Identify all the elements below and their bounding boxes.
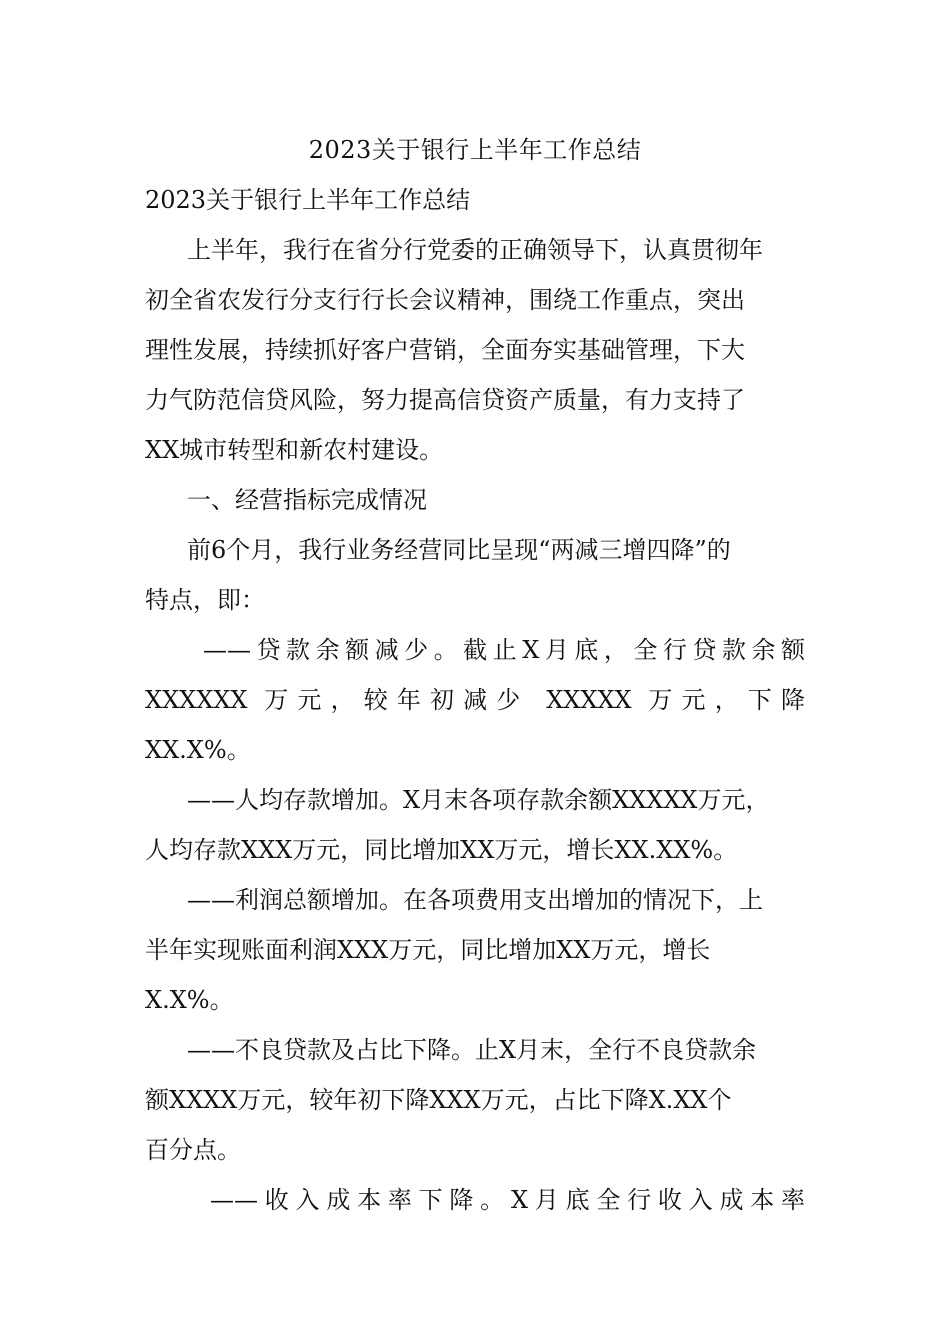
paragraph-line: ——不良贷款及占比下降。止X月末，全行不良贷款余 xyxy=(187,1036,757,1064)
paragraph-line: 上半年，我行在省分行党委的正确领导下，认真贯彻年 xyxy=(187,236,763,264)
paragraph-line: 百分点。 xyxy=(145,1136,241,1164)
paragraph-line: XXXXXX 万元，较年初减少 XXXXX 万元，下降 xyxy=(145,686,805,714)
document-title: 2023关于银行上半年工作总结 xyxy=(308,136,642,164)
paragraph-line: XX.X%。 xyxy=(145,736,251,764)
paragraph-line: ——贷款余额减少。截止X月底，全行贷款余额 xyxy=(203,636,805,664)
paragraph-line: 额XXXX万元，较年初下降XXX万元，占比下降X.XX个 xyxy=(145,1086,732,1114)
paragraph-line: 半年实现账面利润XXX万元，同比增加XX万元，增长 xyxy=(145,936,711,964)
paragraph-line: ——利润总额增加。在各项费用支出增加的情况下，上 xyxy=(187,886,763,914)
section-heading: 一、经营指标完成情况 xyxy=(187,486,427,514)
paragraph-line: 理性发展，持续抓好客户营销，全面夯实基础管理，下大 xyxy=(145,336,745,364)
paragraph-line: 初全省农发行分支行行长会议精神，围绕工作重点，突出 xyxy=(145,286,745,314)
paragraph-line: 特点，即： xyxy=(145,586,265,614)
paragraph-line: 人均存款XXX万元，同比增加XX万元，增长XX.XX%。 xyxy=(145,836,738,864)
paragraph-line: ——人均存款增加。X月末各项存款余额XXXXX万元， xyxy=(187,786,770,814)
paragraph-line: XX城市转型和新农村建设。 xyxy=(145,436,444,464)
paragraph-line: 前6个月，我行业务经营同比呈现“两减三增四降”的 xyxy=(187,536,731,564)
document-subtitle: 2023关于银行上半年工作总结 xyxy=(145,186,471,214)
paragraph-line: 力气防范信贷风险，努力提高信贷资产质量，有力支持了 xyxy=(145,386,745,414)
paragraph-line: ——收入成本率下降。X月底全行收入成本率 xyxy=(210,1186,805,1214)
paragraph-line: X.X%。 xyxy=(145,986,234,1014)
